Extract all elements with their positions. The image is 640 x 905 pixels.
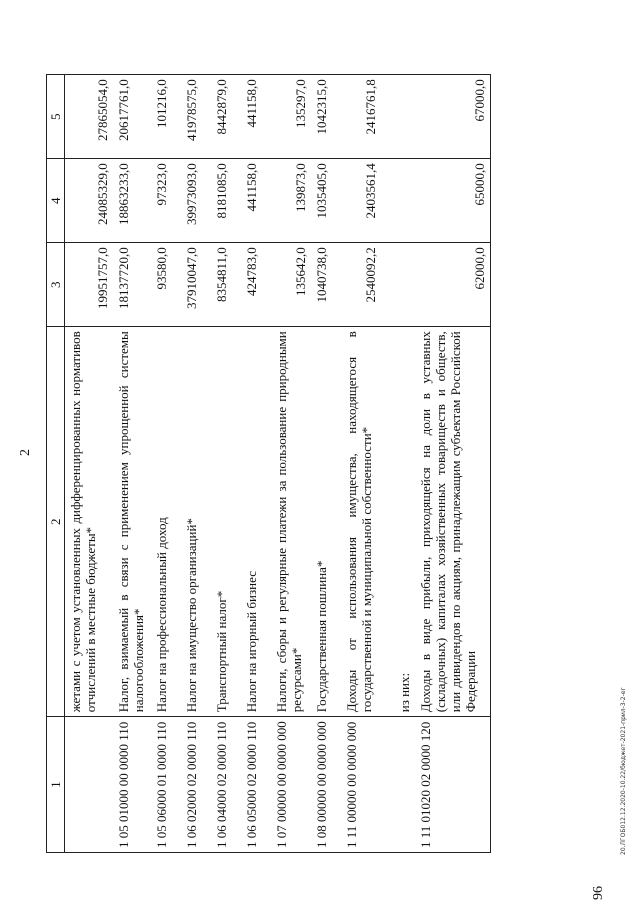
header-cell: 1 <box>47 717 65 853</box>
value-cell-4: 24085329,0 <box>65 159 113 243</box>
table-row <box>311 75 341 853</box>
code-cell: 1 06 02000 02 0000 110 <box>181 717 211 853</box>
value-cell-3: 8354811,0 <box>211 243 241 327</box>
name-cell: Доходы от использования имущества, находящегося в государственной и муниципальной собственности* <box>341 327 381 717</box>
value-cell-3: 18137720,0 <box>113 243 151 327</box>
value-cell-5: 101216,0 <box>151 75 181 159</box>
value-cell-4: 8181085,0 <box>211 159 241 243</box>
table-row <box>415 75 491 853</box>
name-cell: жетами с учетом установленных дифференцированных нормативов отчислений в местные бюджеты* <box>65 327 113 717</box>
code-cell: 1 05 01000 00 0000 110 <box>113 717 151 853</box>
revenue-table <box>46 74 491 853</box>
code-cell <box>65 717 113 853</box>
value-cell-5: 135297,0 <box>271 75 311 159</box>
table-row <box>65 75 113 853</box>
code-cell: 1 08 00000 00 0000 000 <box>311 717 341 853</box>
value-cell-3: 19951757,0 <box>65 243 113 327</box>
value-cell-4: 18863233,0 <box>113 159 151 243</box>
value-cell-3: 135642,0 <box>271 243 311 327</box>
value-cell-5: 20617761,0 <box>113 75 151 159</box>
value-cell-5: 2416761,8 <box>341 75 381 159</box>
code-cell: 1 06 04000 02 0000 110 <box>211 717 241 853</box>
table-row <box>341 75 381 853</box>
value-cell-5: 1042315,0 <box>311 75 341 159</box>
value-cell-4: 441158,0 <box>241 159 271 243</box>
code-cell: 1 06 05000 02 0000 110 <box>241 717 271 853</box>
table-header-row <box>47 75 65 853</box>
value-cell-4: 39973093,0 <box>181 159 211 243</box>
table-row <box>271 75 311 853</box>
value-cell-4: 139873,0 <box>271 159 311 243</box>
header-cell: 5 <box>47 75 65 159</box>
value-cell-3: 93580,0 <box>151 243 181 327</box>
name-cell: Налог на игорный бизнес <box>241 327 271 717</box>
value-cell-5: 67000,0 <box>415 75 491 159</box>
code-cell: 1 07 00000 00 0000 000 <box>271 717 311 853</box>
document-stamp: 20.ЛГОБ012.12.2020-10.22/бюджет-2021-прил-3-2-ег <box>620 687 627 855</box>
value-cell-3: 62000,0 <box>415 243 491 327</box>
value-cell-4: 97323,0 <box>151 159 181 243</box>
name-cell: из них: <box>381 327 415 717</box>
code-cell: 1 11 01020 02 0000 120 <box>415 717 491 853</box>
header-cell: 4 <box>47 159 65 243</box>
value-cell-3: 2540092,2 <box>341 243 381 327</box>
value-cell-4 <box>381 159 415 243</box>
name-cell: Транспортный налог* <box>211 327 241 717</box>
name-cell: Налог на имущество организаций* <box>181 327 211 717</box>
value-cell-5 <box>381 75 415 159</box>
table-row <box>211 75 241 853</box>
name-cell: Налог, взимаемый в связи с применением упрощенной системы налогообложения* <box>113 327 151 717</box>
value-cell-4: 65000,0 <box>415 159 491 243</box>
value-cell-5: 8442879,0 <box>211 75 241 159</box>
code-cell: 1 11 00000 00 0000 000 <box>341 717 381 853</box>
table-row <box>381 75 415 853</box>
value-cell-3 <box>381 243 415 327</box>
name-cell: Налоги, сборы и регулярные платежи за пользование природными ресурсами* <box>271 327 311 717</box>
value-cell-3: 37910047,0 <box>181 243 211 327</box>
value-cell-4: 1035405,0 <box>311 159 341 243</box>
value-cell-4: 2403561,4 <box>341 159 381 243</box>
value-cell-3: 1040738,0 <box>311 243 341 327</box>
value-cell-5: 441158,0 <box>241 75 271 159</box>
page-number-footer: 96 <box>591 886 606 900</box>
page-number-center: 2 <box>18 449 33 456</box>
table-row <box>113 75 151 853</box>
value-cell-5: 27865054,0 <box>65 75 113 159</box>
table-row <box>241 75 271 853</box>
code-cell <box>381 717 415 853</box>
name-cell: Государственная пошлина* <box>311 327 341 717</box>
value-cell-5: 41978575,0 <box>181 75 211 159</box>
name-cell: Доходы в виде прибыли, приходящейся на доли в уставных (складочных) капиталах хозяйственных товариществ и обществ, или дивидендов по акциям, принадлежащим субъектам Российской Федерации <box>415 327 491 717</box>
header-cell: 3 <box>47 243 65 327</box>
table-row <box>151 75 181 853</box>
table-row <box>181 75 211 853</box>
value-cell-3: 424783,0 <box>241 243 271 327</box>
header-cell: 2 <box>47 327 65 717</box>
name-cell: Налог на профессиональный доход <box>151 327 181 717</box>
code-cell: 1 05 06000 01 0000 110 <box>151 717 181 853</box>
